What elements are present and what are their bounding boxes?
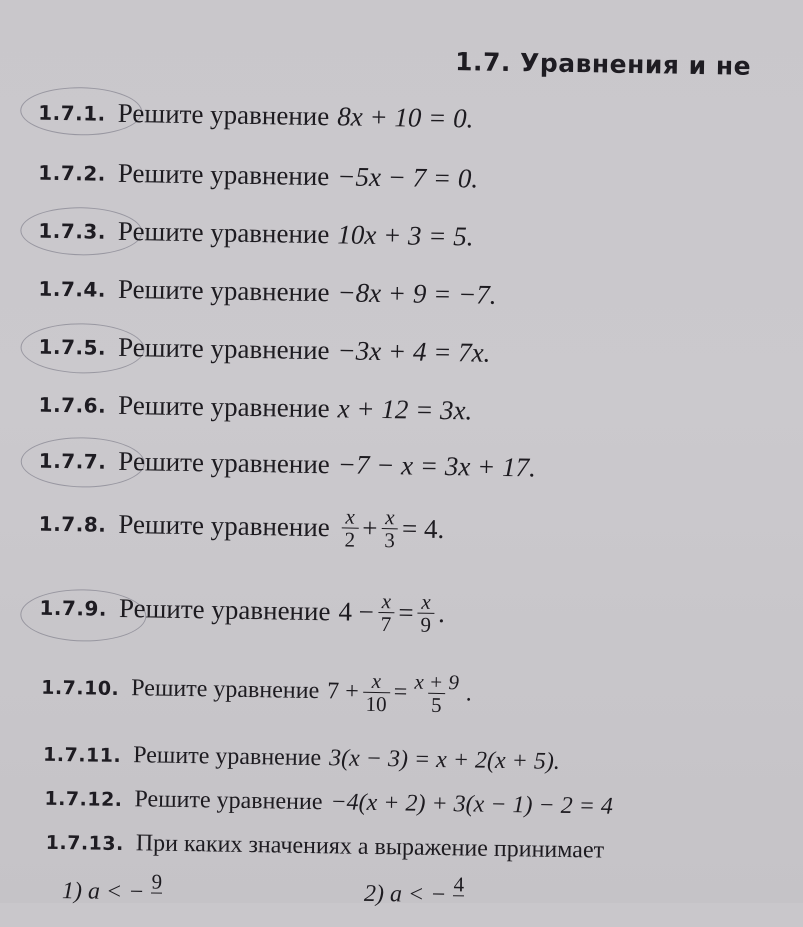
answer-option — [356, 872, 472, 919]
fraction-denominator: 3 — [381, 528, 398, 551]
problem-item — [46, 829, 605, 865]
problem-number: 1.7.6. — [38, 392, 107, 418]
operator: = — [393, 679, 408, 706]
fraction — [148, 870, 165, 915]
fraction-numerator: x — [385, 505, 395, 530]
problem-text: Решите уравнение — [134, 786, 323, 816]
operator: + — [362, 512, 378, 544]
problem-item — [44, 785, 613, 821]
problem-text: Решите уравнение — [118, 508, 331, 543]
equation — [338, 589, 445, 636]
section-title: 1.7. Уравнения и не — [454, 47, 752, 81]
fraction-numerator: x — [345, 504, 356, 529]
problem-number: 1.7.9. — [39, 595, 108, 621]
problem-text: Решите уравнение — [117, 331, 330, 366]
problem-number: 1.7.5. — [38, 334, 107, 360]
problem-number: 1.7.8. — [38, 511, 107, 537]
problem-text: Решите уравнение — [131, 675, 320, 705]
fraction — [411, 671, 462, 717]
equation — [327, 669, 472, 716]
problem-text: При каких значениях a выражение принимает — [135, 830, 605, 864]
answer-expression — [364, 872, 472, 919]
equation: −5x − 7 = 0. — [337, 161, 479, 194]
answer-label: 1) a < − — [61, 878, 145, 906]
problem-number: 1.7.1. — [38, 100, 106, 126]
fraction-numerator: x + 9 — [414, 669, 460, 695]
problem-item — [41, 665, 472, 717]
fraction — [341, 505, 358, 550]
problem-item — [43, 741, 560, 776]
equation: x + 12 = 3x. — [337, 393, 473, 426]
problem-text: Решите уравнение — [118, 592, 331, 627]
problem-item — [38, 331, 490, 369]
fraction-denominator: 9 — [417, 613, 434, 636]
problem-item — [38, 273, 497, 311]
fraction-denominator — [453, 895, 465, 918]
equation-prefix: 4 − — [338, 596, 375, 627]
fraction-denominator: 5 — [428, 693, 445, 716]
equation-tail: . — [465, 680, 472, 707]
problem-text: Решите уравнение — [117, 157, 330, 192]
fraction-numerator: x — [421, 589, 431, 614]
problem-item — [39, 445, 537, 484]
problem-number: 1.7.4. — [38, 276, 107, 302]
problem-text: Решите уравнение — [117, 273, 330, 308]
fraction-denominator: 10 — [362, 692, 389, 715]
problem-number: 1.7.3. — [38, 218, 107, 244]
fraction — [381, 506, 398, 551]
equation: −7 − x = 3x + 17. — [337, 449, 537, 483]
fraction — [378, 590, 395, 635]
fraction — [450, 873, 467, 918]
equation: 10x + 3 = 5. — [337, 219, 474, 252]
fraction-numerator: 4 — [453, 872, 465, 897]
answer-label: 2) a < − — [363, 880, 447, 909]
fraction-numerator: 9 — [151, 869, 163, 894]
operator: = — [398, 597, 414, 628]
problem-text: Решите уравнение — [118, 445, 330, 480]
problem-item — [38, 389, 472, 427]
answer-option — [54, 869, 170, 916]
equation-prefix: 7 + — [326, 678, 359, 705]
fraction-numerator: x — [381, 589, 392, 614]
fraction-denominator: 7 — [378, 612, 395, 635]
fraction — [362, 670, 390, 716]
equation-tail: = 4. — [401, 513, 445, 545]
fraction — [417, 591, 434, 636]
problem-text: Решите уравнение — [132, 742, 322, 772]
equation — [337, 505, 444, 552]
equation: −4(x + 2) + 3(x − 1) − 2 = 4 — [330, 789, 614, 820]
equation-tail: . — [437, 598, 446, 629]
problem-number: 1.7.11. — [42, 743, 122, 767]
problem-item — [38, 501, 444, 552]
equation: −3x + 4 = 7x. — [337, 335, 491, 368]
equation: −8x + 9 = −7. — [337, 277, 497, 310]
problem-number: 1.7.2. — [38, 160, 107, 186]
problem-number: 1.7.7. — [38, 448, 107, 474]
problem-text: Решите уравнение — [117, 215, 330, 250]
problem-item — [38, 215, 474, 253]
problem-number: 1.7.10. — [41, 676, 120, 700]
problem-item — [39, 585, 445, 636]
equation: 3(x − 3) = x + 2(x + 5). — [328, 745, 561, 775]
problem-item — [38, 157, 478, 195]
fraction-denominator: 2 — [341, 527, 358, 550]
problem-number: 1.7.13. — [45, 831, 124, 855]
fraction-numerator: x — [371, 668, 382, 694]
problem-text: Решите уравнение — [117, 389, 330, 424]
fraction-denominator — [151, 893, 163, 916]
problem-item — [38, 97, 474, 135]
answer-expression — [62, 869, 170, 916]
problem-number: 1.7.12. — [44, 787, 123, 811]
problem-text: Решите уравнение — [117, 97, 330, 132]
equation: 8x + 10 = 0. — [336, 101, 474, 134]
